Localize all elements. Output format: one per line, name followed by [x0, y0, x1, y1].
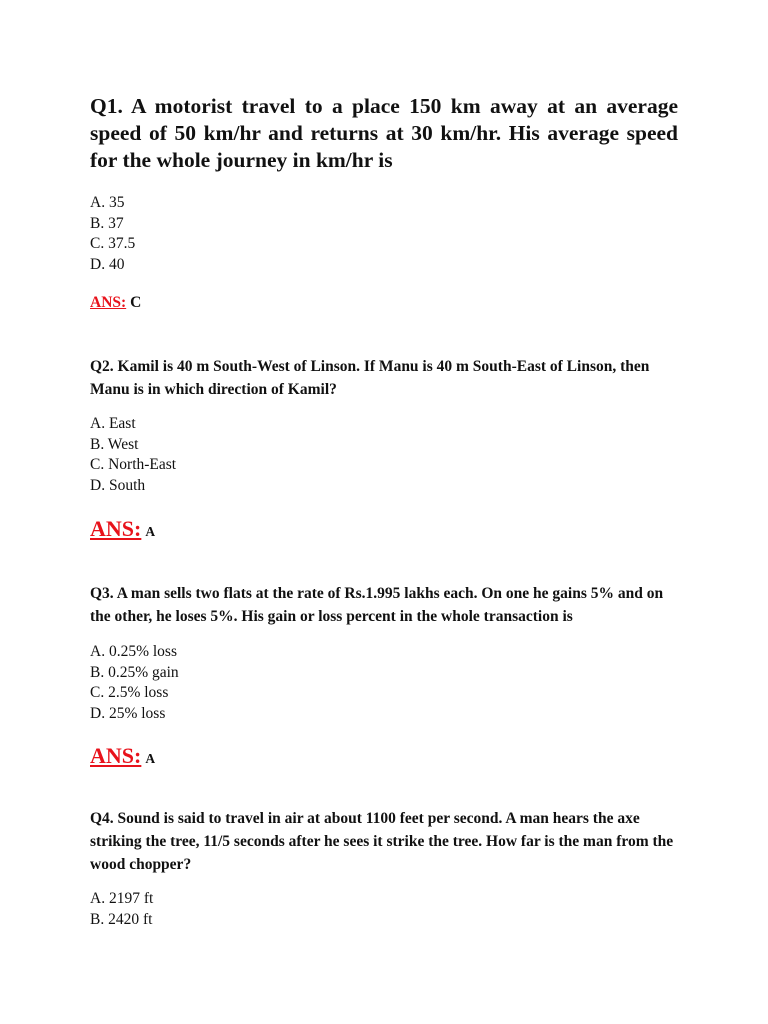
question-3-option-d: D. 25% loss: [90, 704, 166, 722]
question-1-option-d: D. 40: [90, 255, 125, 273]
question-1-option-c: C. 37.5: [90, 235, 136, 252]
question-4-text: Q4. Sound is said to travel in air at about 1100 feet per second. A man hears the axe striking the tree, 11/5 seconds after he sees it strike the tree. How far is the man from the wood chopper?: [90, 810, 674, 873]
question-2-option-b: B. West: [90, 435, 139, 453]
question-1-option-b: B. 37: [90, 214, 124, 232]
answer-label: ANS:: [90, 294, 127, 311]
question-4-option-a: A. 2197 ft: [90, 890, 154, 907]
answer-value: C: [130, 294, 142, 311]
question-1-text: Q1. A motorist travel to a place 150 km away at an average speed of 50 km/hr and returns at 30 km/hr. His average speed for the whole journey in km/hr is: [90, 94, 678, 172]
question-3-option-a: A. 0.25% loss: [90, 643, 177, 660]
question-3-option-b: B. 0.25% gain: [90, 663, 179, 681]
answer-value: A: [145, 524, 156, 539]
question-4-options: [90, 889, 678, 930]
question-3-option-c: C. 2.5% loss: [90, 684, 169, 701]
question-2-option-d: D. South: [90, 476, 146, 494]
question-1-answer: [90, 294, 678, 312]
question-1-option-a: A. 35: [90, 194, 125, 211]
answer-label: ANS:: [90, 743, 142, 768]
question-3-text: Q3. A man sells two flats at the rate of Rs.1.995 lakhs each. On one he gains 5% and on the other, he loses 5%. His gain or loss percent in the whole transaction is: [90, 585, 664, 625]
question-2-option-c: C. North-East: [90, 456, 177, 473]
answer-label: ANS:: [90, 516, 142, 541]
question-2-options: [90, 414, 678, 496]
question-3-options: [90, 642, 678, 724]
answer-value: A: [145, 751, 156, 766]
question-2-answer: [90, 516, 678, 542]
question-2-text: Q2. Kamil is 40 m South-West of Linson. If Manu is 40 m South-East of Linson, then Manu is in which direction of Kamil?: [90, 358, 650, 398]
question-4-option-b: B. 2420 ft: [90, 910, 153, 928]
question-3-answer: [90, 743, 678, 769]
question-1-options: [90, 193, 678, 275]
question-2-option-a: A. East: [90, 415, 136, 432]
